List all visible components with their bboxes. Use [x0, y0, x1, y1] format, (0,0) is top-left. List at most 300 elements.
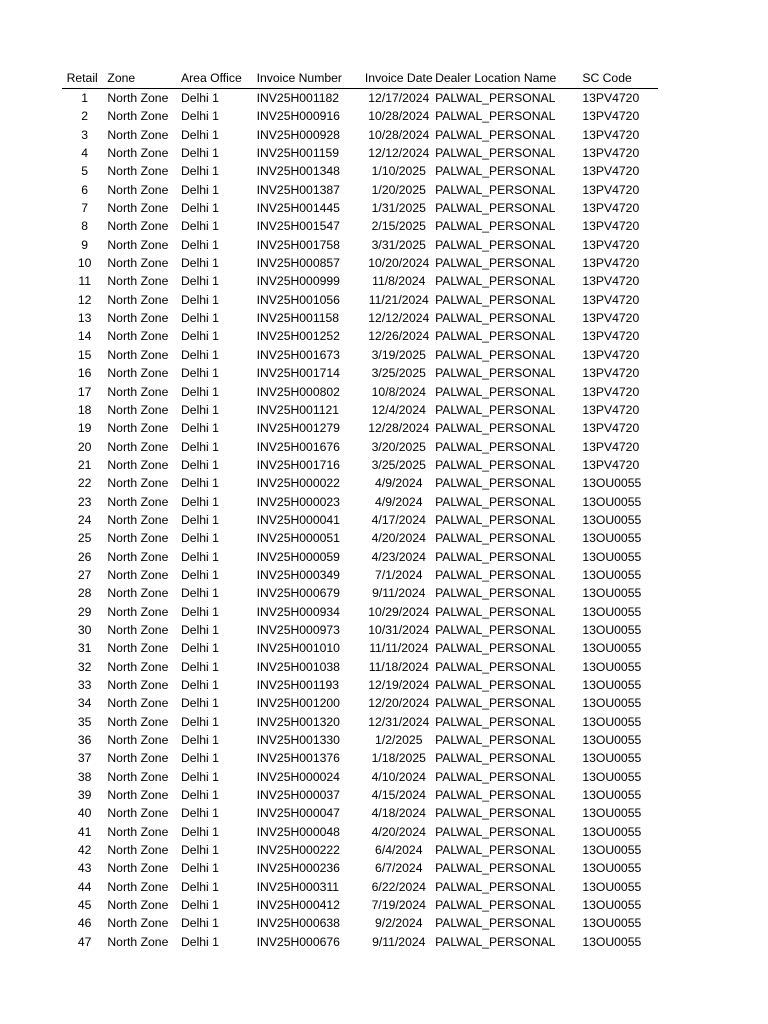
cell-area-office: Delhi 1 [180, 311, 219, 326]
table-row [62, 658, 658, 676]
cell-area-office: Delhi 1 [180, 91, 219, 105]
cell-retail: 5 [81, 164, 89, 179]
cell-invoice-number: INV25H001714 [256, 366, 340, 381]
table-row [62, 474, 658, 492]
cell-dealer-location-name: PALWAL_PERSONAL [435, 439, 556, 454]
cell-retail: 34 [77, 696, 92, 711]
cell-retail: 26 [77, 549, 92, 564]
cell-invoice-date: 4/23/2024 [371, 549, 426, 564]
cell-invoice-number: INV25H001716 [256, 457, 340, 472]
cell-invoice-number: INV25H001676 [256, 439, 340, 454]
cell-dealer-location-name: PALWAL_PERSONAL [435, 714, 556, 729]
cell-invoice-number: INV25H000412 [256, 898, 340, 913]
table-row [62, 309, 658, 327]
cell-invoice-number: INV25H001252 [256, 329, 340, 344]
cell-zone: North Zone [107, 439, 169, 454]
cell-zone: North Zone [107, 769, 169, 784]
cell-invoice-number: INV25H000679 [256, 586, 340, 601]
cell-zone: North Zone [107, 237, 169, 252]
cell-zone: North Zone [107, 861, 169, 876]
cell-invoice-number: INV25H001547 [256, 219, 340, 234]
cell-invoice-number: INV25H001330 [256, 733, 340, 748]
cell-invoice-date: 3/25/2025 [371, 366, 426, 381]
cell-sc-code: 13OU0055 [582, 476, 642, 491]
cell-sc-code: 13OU0055 [582, 824, 642, 839]
header-row [62, 69, 658, 89]
cell-zone: North Zone [107, 494, 169, 509]
cell-zone: North Zone [107, 292, 169, 307]
col-header-zone: Zone [107, 69, 181, 89]
cell-invoice-date: 4/18/2024 [371, 806, 426, 821]
cell-zone: North Zone [107, 512, 169, 527]
cell-dealer-location-name: PALWAL_PERSONAL [435, 751, 556, 766]
cell-sc-code: 13PV4720 [582, 109, 640, 124]
cell-dealer-location-name: PALWAL_PERSONAL [435, 182, 556, 197]
table-row [62, 731, 658, 749]
cell-dealer-location-name: PALWAL_PERSONAL [435, 622, 556, 637]
cell-area-office: Delhi 1 [180, 384, 219, 399]
cell-dealer-location-name: PALWAL_PERSONAL [435, 549, 556, 564]
cell-invoice-date: 4/9/2024 [375, 476, 423, 491]
cell-area-office: Delhi 1 [180, 806, 219, 821]
cell-area-office: Delhi 1 [180, 439, 219, 454]
cell-invoice-date: 4/9/2024 [375, 494, 423, 509]
invoice-sheet [62, 69, 658, 951]
table-row [62, 89, 658, 108]
cell-invoice-number: INV25H000024 [256, 769, 340, 784]
cell-sc-code: 13OU0055 [582, 934, 642, 949]
cell-retail: 29 [77, 604, 92, 619]
cell-sc-code: 13PV4720 [582, 347, 640, 362]
cell-invoice-date: 12/26/2024 [368, 329, 430, 344]
cell-invoice-number: INV25H000928 [256, 127, 340, 142]
cell-dealer-location-name: PALWAL_PERSONAL [435, 402, 556, 417]
cell-dealer-location-name: PALWAL_PERSONAL [435, 164, 556, 179]
cell-zone: North Zone [107, 806, 169, 821]
cell-retail: 14 [77, 329, 92, 344]
cell-dealer-location-name: PALWAL_PERSONAL [435, 861, 556, 876]
cell-sc-code: 13OU0055 [582, 788, 642, 803]
cell-retail: 23 [77, 494, 92, 509]
cell-sc-code: 13PV4720 [582, 164, 640, 179]
cell-sc-code: 13OU0055 [582, 861, 642, 876]
cell-zone: North Zone [107, 934, 169, 949]
cell-sc-code: 13OU0055 [582, 567, 642, 582]
cell-sc-code: 13PV4720 [582, 256, 640, 271]
cell-retail: 36 [77, 733, 92, 748]
cell-dealer-location-name: PALWAL_PERSONAL [435, 347, 556, 362]
table-row [62, 749, 658, 767]
cell-zone: North Zone [107, 366, 169, 381]
table-row [62, 199, 658, 217]
cell-invoice-date: 10/20/2024 [368, 256, 430, 271]
cell-sc-code: 13OU0055 [582, 769, 642, 784]
cell-invoice-date: 11/21/2024 [368, 292, 429, 307]
cell-zone: North Zone [107, 311, 169, 326]
cell-invoice-number: INV25H000916 [256, 109, 340, 124]
cell-invoice-number: INV25H000857 [256, 256, 340, 271]
cell-sc-code: 13OU0055 [582, 751, 642, 766]
cell-retail: 11 [78, 274, 92, 289]
cell-retail: 18 [77, 402, 92, 417]
cell-zone: North Zone [107, 714, 169, 729]
cell-dealer-location-name: PALWAL_PERSONAL [435, 91, 556, 105]
table-row [62, 529, 658, 547]
table-row [62, 768, 658, 786]
table-row [62, 383, 658, 401]
cell-area-office: Delhi 1 [180, 586, 219, 601]
table-row [62, 456, 658, 474]
cell-invoice-number: INV25H001200 [256, 696, 340, 711]
cell-invoice-number: INV25H000048 [256, 824, 340, 839]
cell-sc-code: 13OU0055 [582, 531, 642, 546]
cell-invoice-number: INV25H001038 [256, 659, 340, 674]
cell-zone: North Zone [107, 824, 169, 839]
cell-sc-code: 13OU0055 [582, 733, 642, 748]
cell-zone: North Zone [107, 916, 169, 931]
cell-sc-code: 13OU0055 [582, 604, 642, 619]
cell-zone: North Zone [107, 256, 169, 271]
cell-invoice-number: INV25H000051 [256, 531, 340, 546]
cell-dealer-location-name: PALWAL_PERSONAL [435, 567, 556, 582]
cell-invoice-number: INV25H000047 [256, 806, 340, 821]
cell-sc-code: 13PV4720 [582, 146, 640, 161]
cell-sc-code: 13OU0055 [582, 714, 642, 729]
table-row [62, 823, 658, 841]
cell-sc-code: 13OU0055 [582, 622, 642, 637]
table-row [62, 401, 658, 419]
cell-invoice-date: 1/31/2025 [371, 201, 426, 216]
cell-invoice-number: INV25H000222 [256, 843, 340, 858]
cell-invoice-number: INV25H001193 [256, 678, 340, 692]
cell-dealer-location-name: PALWAL_PERSONAL [435, 678, 556, 692]
cell-invoice-date: 6/4/2024 [375, 843, 423, 858]
table-row [62, 933, 658, 951]
cell-area-office: Delhi 1 [180, 641, 219, 656]
cell-invoice-date: 10/8/2024 [371, 384, 426, 399]
cell-zone: North Zone [107, 164, 169, 179]
cell-dealer-location-name: PALWAL_PERSONAL [435, 311, 556, 326]
cell-retail: 38 [77, 769, 92, 784]
cell-dealer-location-name: PALWAL_PERSONAL [435, 879, 556, 894]
cell-sc-code: 13OU0055 [582, 879, 642, 894]
cell-invoice-number: INV25H001758 [256, 237, 340, 252]
cell-sc-code: 13PV4720 [582, 292, 640, 307]
cell-area-office: Delhi 1 [180, 512, 219, 527]
cell-zone: North Zone [107, 549, 169, 564]
cell-dealer-location-name: PALWAL_PERSONAL [435, 219, 556, 234]
cell-invoice-number: INV25H001445 [256, 201, 340, 216]
table-row [62, 346, 658, 364]
cell-sc-code: 13OU0055 [582, 512, 642, 527]
cell-area-office: Delhi 1 [180, 182, 219, 197]
cell-dealer-location-name: PALWAL_PERSONAL [435, 586, 556, 601]
cell-area-office: Delhi 1 [180, 751, 219, 766]
cell-zone: North Zone [107, 384, 169, 399]
cell-invoice-date: 11/8/2024 [372, 274, 426, 289]
cell-retail: 6 [81, 182, 89, 197]
cell-area-office: Delhi 1 [180, 604, 219, 619]
cell-invoice-number: INV25H000934 [256, 604, 340, 619]
cell-retail: 12 [77, 292, 92, 307]
cell-sc-code: 13PV4720 [582, 274, 640, 289]
cell-invoice-number: INV25H000041 [256, 512, 340, 527]
cell-area-office: Delhi 1 [180, 109, 219, 124]
cell-retail: 41 [77, 824, 92, 839]
table-row [62, 438, 658, 456]
cell-retail: 28 [77, 586, 92, 601]
cell-dealer-location-name: PALWAL_PERSONAL [435, 916, 556, 931]
cell-area-office: Delhi 1 [180, 256, 219, 271]
cell-area-office: Delhi 1 [180, 219, 219, 234]
cell-dealer-location-name: PALWAL_PERSONAL [435, 457, 556, 472]
cell-retail: 42 [77, 843, 92, 858]
cell-invoice-date: 1/20/2025 [371, 182, 426, 197]
cell-sc-code: 13OU0055 [582, 696, 642, 711]
cell-retail: 10 [77, 256, 92, 271]
cell-retail: 43 [77, 861, 92, 876]
cell-dealer-location-name: PALWAL_PERSONAL [435, 237, 556, 252]
cell-invoice-date: 12/28/2024 [368, 421, 430, 436]
cell-invoice-date: 12/4/2024 [371, 402, 426, 417]
cell-invoice-date: 9/11/2024 [372, 934, 426, 949]
cell-invoice-number: INV25H000676 [256, 934, 340, 949]
cell-area-office: Delhi 1 [180, 788, 219, 803]
cell-retail: 2 [81, 109, 89, 124]
cell-invoice-number: INV25H000023 [256, 494, 340, 509]
cell-invoice-number: INV25H001158 [256, 311, 340, 326]
cell-invoice-number: INV25H000311 [256, 879, 340, 894]
cell-invoice-date: 1/18/2025 [371, 751, 426, 766]
cell-invoice-date: 12/19/2024 [368, 678, 430, 692]
cell-zone: North Zone [107, 622, 169, 637]
cell-dealer-location-name: PALWAL_PERSONAL [435, 476, 556, 491]
cell-retail: 8 [81, 219, 89, 234]
table-row [62, 126, 658, 144]
cell-area-office: Delhi 1 [180, 622, 219, 637]
cell-invoice-date: 12/31/2024 [368, 714, 430, 729]
cell-sc-code: 13OU0055 [582, 586, 642, 601]
cell-sc-code: 13OU0055 [582, 843, 642, 858]
cell-zone: North Zone [107, 182, 169, 197]
cell-sc-code: 13PV4720 [582, 219, 640, 234]
cell-dealer-location-name: PALWAL_PERSONAL [435, 843, 556, 858]
cell-retail: 32 [77, 659, 92, 674]
cell-dealer-location-name: PALWAL_PERSONAL [435, 274, 556, 289]
cell-sc-code: 13PV4720 [582, 182, 640, 197]
cell-area-office: Delhi 1 [180, 457, 219, 472]
table-row [62, 162, 658, 180]
cell-sc-code: 13PV4720 [582, 237, 640, 252]
cell-sc-code: 13PV4720 [582, 457, 640, 472]
cell-zone: North Zone [107, 567, 169, 582]
cell-retail: 17 [77, 384, 92, 399]
cell-dealer-location-name: PALWAL_PERSONAL [435, 696, 556, 711]
cell-retail: 39 [77, 788, 92, 803]
cell-area-office: Delhi 1 [180, 292, 219, 307]
cell-invoice-date: 6/7/2024 [375, 861, 423, 876]
cell-invoice-date: 10/31/2024 [368, 622, 430, 637]
cell-zone: North Zone [107, 91, 169, 105]
cell-retail: 33 [77, 678, 92, 692]
cell-dealer-location-name: PALWAL_PERSONAL [435, 659, 556, 674]
cell-retail: 19 [77, 421, 92, 436]
cell-zone: North Zone [107, 586, 169, 601]
cell-retail: 46 [77, 916, 92, 931]
cell-sc-code: 13OU0055 [582, 678, 642, 692]
table-row [62, 786, 658, 804]
cell-sc-code: 13OU0055 [582, 898, 642, 913]
cell-invoice-date: 12/12/2024 [368, 311, 430, 326]
cell-area-office: Delhi 1 [180, 567, 219, 582]
cell-retail: 9 [81, 237, 89, 252]
cell-dealer-location-name: PALWAL_PERSONAL [435, 201, 556, 216]
table-row [62, 878, 658, 896]
cell-invoice-number: INV25H001279 [256, 421, 340, 436]
cell-invoice-number: INV25H000022 [256, 476, 340, 491]
cell-invoice-date: 12/20/2024 [368, 696, 430, 711]
table-body [62, 89, 658, 952]
cell-area-office: Delhi 1 [180, 898, 219, 913]
cell-sc-code: 13PV4720 [582, 402, 640, 417]
cell-retail: 15 [77, 347, 92, 362]
cell-dealer-location-name: PALWAL_PERSONAL [435, 824, 556, 839]
cell-area-office: Delhi 1 [180, 531, 219, 546]
cell-retail: 24 [77, 512, 92, 527]
cell-invoice-date: 3/19/2025 [371, 347, 426, 362]
cell-invoice-number: INV25H000973 [256, 622, 340, 637]
col-header-invoice-number: Invoice Number [257, 69, 363, 89]
cell-invoice-date: 12/17/2024 [368, 91, 430, 105]
cell-dealer-location-name: PALWAL_PERSONAL [435, 421, 556, 436]
cell-invoice-number: INV25H000349 [256, 567, 340, 582]
cell-area-office: Delhi 1 [180, 659, 219, 674]
cell-invoice-number: INV25H001182 [256, 91, 340, 105]
cell-invoice-number: INV25H001159 [256, 146, 340, 161]
cell-area-office: Delhi 1 [180, 879, 219, 894]
cell-area-office: Delhi 1 [180, 494, 219, 509]
cell-zone: North Zone [107, 146, 169, 161]
cell-sc-code: 13PV4720 [582, 366, 640, 381]
cell-retail: 21 [77, 457, 92, 472]
table-row [62, 144, 658, 162]
cell-area-office: Delhi 1 [180, 476, 219, 491]
table-row [62, 804, 658, 822]
cell-dealer-location-name: PALWAL_PERSONAL [435, 531, 556, 546]
cell-invoice-number: INV25H000037 [256, 788, 340, 803]
cell-invoice-number: INV25H000638 [256, 916, 340, 931]
cell-retail: 13 [77, 311, 92, 326]
table-row [62, 291, 658, 309]
cell-dealer-location-name: PALWAL_PERSONAL [435, 733, 556, 748]
cell-zone: North Zone [107, 641, 169, 656]
cell-invoice-number: INV25H001320 [256, 714, 340, 729]
cell-invoice-date: 4/17/2024 [371, 512, 426, 527]
cell-dealer-location-name: PALWAL_PERSONAL [435, 292, 556, 307]
cell-dealer-location-name: PALWAL_PERSONAL [435, 494, 556, 509]
col-header-invoice-date: Invoice Date [362, 69, 435, 89]
table-row [62, 272, 658, 290]
cell-dealer-location-name: PALWAL_PERSONAL [435, 806, 556, 821]
cell-invoice-number: INV25H000802 [256, 384, 340, 399]
cell-invoice-date: 7/19/2024 [371, 898, 426, 913]
cell-invoice-date: 10/29/2024 [368, 604, 430, 619]
cell-invoice-number: INV25H001673 [256, 347, 340, 362]
cell-area-office: Delhi 1 [180, 164, 219, 179]
table-row [62, 364, 658, 382]
cell-retail: 45 [77, 898, 92, 913]
cell-sc-code: 13PV4720 [582, 384, 640, 399]
table-row [62, 859, 658, 877]
table-row [62, 621, 658, 639]
cell-invoice-date: 10/28/2024 [368, 109, 430, 124]
cell-zone: North Zone [107, 733, 169, 748]
table-row [62, 511, 658, 529]
cell-invoice-date: 6/22/2024 [371, 879, 426, 894]
cell-invoice-date: 1/2/2025 [375, 733, 423, 748]
cell-sc-code: 13PV4720 [582, 329, 640, 344]
table-row [62, 254, 658, 272]
cell-zone: North Zone [107, 659, 169, 674]
cell-retail: 25 [77, 531, 92, 546]
cell-sc-code: 13PV4720 [582, 311, 640, 326]
table-row [62, 236, 658, 254]
cell-dealer-location-name: PALWAL_PERSONAL [435, 604, 556, 619]
cell-area-office: Delhi 1 [180, 274, 219, 289]
cell-area-office: Delhi 1 [180, 733, 219, 748]
cell-dealer-location-name: PALWAL_PERSONAL [435, 769, 556, 784]
col-header-area-office: Area Office [181, 69, 257, 89]
cell-zone: North Zone [107, 219, 169, 234]
cell-invoice-date: 12/12/2024 [368, 146, 430, 161]
table-row [62, 914, 658, 932]
table-row [62, 181, 658, 199]
cell-sc-code: 13PV4720 [582, 127, 640, 142]
cell-zone: North Zone [107, 879, 169, 894]
table-row [62, 107, 658, 125]
cell-area-office: Delhi 1 [180, 824, 219, 839]
cell-invoice-date: 3/25/2025 [371, 457, 426, 472]
cell-invoice-number: INV25H001056 [256, 292, 340, 307]
cell-sc-code: 13OU0055 [582, 806, 642, 821]
cell-retail: 7 [81, 201, 89, 216]
cell-dealer-location-name: PALWAL_PERSONAL [435, 934, 556, 949]
cell-area-office: Delhi 1 [180, 678, 219, 692]
cell-invoice-number: INV25H000999 [256, 274, 340, 289]
table-row [62, 841, 658, 859]
table-row [62, 493, 658, 511]
cell-invoice-date: 3/20/2025 [371, 439, 426, 454]
cell-dealer-location-name: PALWAL_PERSONAL [435, 256, 556, 271]
cell-retail: 20 [77, 439, 92, 454]
cell-invoice-number: INV25H000236 [256, 861, 340, 876]
table-row [62, 603, 658, 621]
cell-zone: North Zone [107, 531, 169, 546]
cell-retail: 16 [77, 366, 92, 381]
cell-zone: North Zone [107, 843, 169, 858]
cell-area-office: Delhi 1 [180, 934, 219, 949]
cell-dealer-location-name: PALWAL_PERSONAL [435, 641, 556, 656]
cell-area-office: Delhi 1 [180, 421, 219, 436]
cell-area-office: Delhi 1 [180, 861, 219, 876]
cell-dealer-location-name: PALWAL_PERSONAL [435, 898, 556, 913]
cell-dealer-location-name: PALWAL_PERSONAL [435, 127, 556, 142]
cell-zone: North Zone [107, 788, 169, 803]
cell-sc-code: 13PV4720 [582, 91, 640, 105]
cell-area-office: Delhi 1 [180, 714, 219, 729]
cell-retail: 1 [81, 91, 89, 105]
cell-zone: North Zone [107, 347, 169, 362]
